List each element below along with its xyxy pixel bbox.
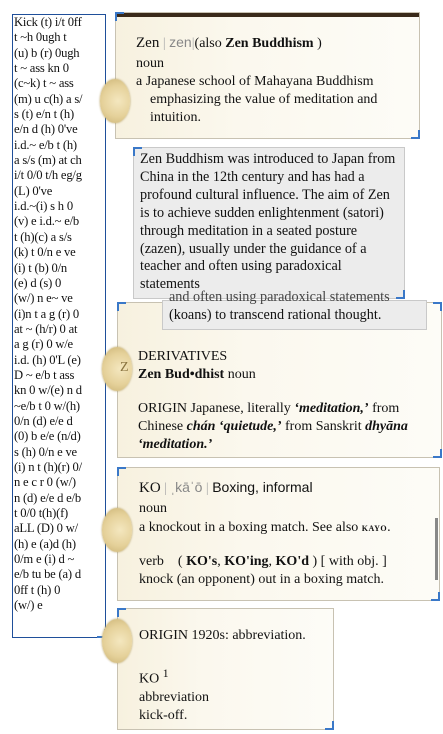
zen-entry-card[interactable]	[115, 12, 420, 139]
origin-quote: chán ‘quietude,’	[186, 419, 282, 434]
origin-quote: ‘meditation,’	[294, 401, 369, 416]
garbled-line: a s/s (m) at ch	[14, 153, 82, 168]
resize-corner[interactable]	[431, 592, 440, 601]
ko-def-end: .	[387, 520, 391, 535]
resize-corner[interactable]	[117, 467, 126, 476]
medal-decoration	[102, 347, 132, 391]
garbled-line: i.d.~ e/b t (h)	[14, 137, 77, 152]
garbled-line: a g (r) 0 w/e	[14, 337, 73, 352]
garbled-line: s (h) 0/n e ve	[14, 444, 77, 459]
kayo-link[interactable]: kayo	[361, 520, 388, 534]
ko-verb-pos: verb	[139, 554, 164, 569]
origin-label: ORIGIN	[138, 401, 187, 416]
garbled-line: (i) n t (h)(r) 0/	[14, 459, 82, 474]
garbled-line: (0) b e/e (n/d)	[14, 429, 81, 444]
ko-verb-definition: knock (an opponent) out in a boxing match.	[139, 572, 384, 587]
garbled-line: n (d) e/e d e/b	[14, 490, 81, 505]
garbled-line: i.d. (h) 0'L (e)	[14, 352, 81, 367]
garbled-line: (k) t 0/n e ve	[14, 245, 76, 260]
garbled-line: 0/n (d) e/e d	[14, 413, 73, 428]
ko1-headword: KO	[139, 671, 160, 687]
garbled-line: Kick (t) i/t 0ff	[14, 15, 82, 29]
ko-origin	[139, 627, 325, 645]
garbled-line: (i) t (b) 0/n	[14, 260, 68, 275]
ko-headword: KO	[139, 480, 161, 496]
popup-text: Zen Buddhism was introduced to Japan from China in the 12th century and has had a profound cultural influence. The aim of Zen is to achieve sudden enlightenment (satori) through meditation in a seated posture (zazen), usually under the guidance of a teacher and often using paradoxical statements	[140, 151, 396, 293]
garbled-line: (m) u c(h) a s/	[14, 91, 83, 106]
ko-form: KO's	[186, 554, 218, 569]
garbled-line: i/t 0/0 t/h eg/g	[14, 168, 82, 183]
ko1-superscript: 1	[162, 667, 169, 680]
origin-quote: dhyāna ‘meditation.’	[138, 419, 408, 452]
separator: |	[164, 481, 167, 496]
garbled-line: t ~ ass kn 0	[14, 61, 69, 76]
overflow-partial: and often using paradoxical statements	[169, 289, 390, 305]
forms-close: ) [ with obj. ]	[309, 554, 387, 569]
garbled-line: e/n d (h) 0've	[14, 122, 78, 137]
ko-entry-card[interactable]	[117, 467, 440, 601]
garbled-line: (h) e (a)d (h)	[14, 536, 76, 551]
resize-corner[interactable]	[433, 302, 442, 311]
resize-corner[interactable]	[325, 721, 334, 730]
ko-def-text: a knockout in a boxing match. See also	[139, 520, 362, 535]
origin-paragraph	[138, 400, 437, 454]
ko1-definition: kick-off.	[139, 707, 188, 723]
ko-origin-text: 1920s: abbreviation.	[188, 628, 306, 643]
garbled-line: n e c r 0 (w/)	[14, 475, 76, 490]
resize-corner[interactable]	[115, 12, 124, 21]
garbled-line: (w/) n e~ ve	[14, 291, 73, 306]
garbled-line: i.d.~(i) s h 0	[14, 199, 73, 214]
origin-text: from Sanskrit	[281, 419, 366, 434]
zen-buddhism-term[interactable]: Zen Buddhism	[225, 36, 314, 51]
zen-headword: Zen	[136, 35, 160, 51]
garbled-line: (w/) e	[14, 598, 43, 613]
zen-buddhism-popup[interactable]	[133, 147, 405, 299]
origin-text: from Chinese	[138, 401, 400, 434]
garbled-line: ~e/b t 0 w/(h)	[14, 398, 80, 413]
medal-decoration	[100, 79, 130, 123]
ko-form: KO'ing	[224, 554, 269, 569]
garbled-line: t ~h 0ugh t	[14, 30, 67, 45]
popup-overflow	[162, 289, 427, 330]
derivative-pos: noun	[227, 367, 256, 382]
ko-pronunciation: ˌkāˈō	[170, 479, 203, 495]
medal-letter: Z	[120, 360, 129, 375]
ko-label: Boxing, informal	[212, 479, 313, 495]
resize-corner[interactable]	[117, 302, 126, 311]
also-suffix: )	[313, 36, 322, 51]
origin-text: Japanese, literally	[187, 401, 295, 416]
card-top-bar	[116, 13, 419, 17]
derivative-word[interactable]: Zen Bud•dhist	[138, 367, 225, 382]
ko-origin-card[interactable]	[117, 608, 334, 730]
zen-definition: a Japanese school of Mahayana Buddhism emphasizing the value of meditation and intuition.	[136, 74, 378, 125]
resize-corner[interactable]	[133, 147, 142, 156]
garbled-line: (i)n t a g (r) 0	[14, 306, 79, 321]
garbled-line: t (h)(c) a s/s	[14, 229, 72, 244]
garbled-lines	[14, 15, 105, 613]
garbled-line: D ~ e/b t ass	[14, 367, 75, 382]
forms-open: (	[177, 554, 187, 569]
ko-origin-label: ORIGIN	[139, 628, 188, 643]
garbled-text-column[interactable]	[12, 14, 106, 638]
zen-pos: noun	[136, 56, 164, 71]
derivatives-heading: DERIVATIVES	[138, 349, 228, 364]
separator: |	[162, 36, 166, 51]
garbled-line: at ~ (h/r) 0 at	[14, 321, 78, 336]
ko-pos: noun	[139, 501, 167, 516]
garbled-line: s (t) e/n t (h)	[14, 107, 74, 122]
garbled-line: (L) 0've	[14, 183, 53, 198]
overflow-end: (koans) to transcend rational thought.	[169, 306, 382, 323]
medal-decoration	[102, 619, 132, 663]
garbled-line: 0/m e (i) d ~	[14, 552, 75, 567]
garbled-line: (u) b (r) 0ugh	[14, 45, 80, 60]
separator: |	[205, 481, 209, 496]
medal-decoration	[102, 508, 132, 552]
ko-form: KO'd	[275, 554, 310, 569]
ko1-pos: abbreviation	[139, 689, 209, 705]
resize-corner[interactable]	[411, 130, 420, 139]
also-prefix: (also	[194, 36, 226, 51]
separator: |	[191, 36, 195, 51]
resize-corner[interactable]	[117, 608, 126, 617]
garbled-line: aLL (D) 0 w/	[14, 521, 78, 536]
garbled-line: (e) d (s) 0	[14, 275, 62, 290]
zen-derivatives-card[interactable]	[117, 289, 442, 458]
garbled-line: e/b tu be (a) d	[14, 567, 81, 582]
ko-verb-line: verb ( KO's, KO'ing, KO'd ) [ with obj. ]	[139, 554, 387, 569]
ko-definition	[139, 518, 431, 537]
zen-pronunciation: zen	[169, 34, 192, 50]
scrollbar[interactable]	[435, 518, 438, 580]
garbled-line: t 0/0 t(h)(f)	[14, 506, 69, 520]
garbled-line: kn 0 w/(e) n d	[14, 383, 82, 398]
garbled-line: (c~k) t ~ ass	[14, 76, 74, 91]
ko1-headword-line	[139, 665, 325, 689]
garbled-line: 0ff t (h) 0	[14, 582, 61, 597]
garbled-line: (v) e i.d.~ e/b	[14, 214, 80, 229]
